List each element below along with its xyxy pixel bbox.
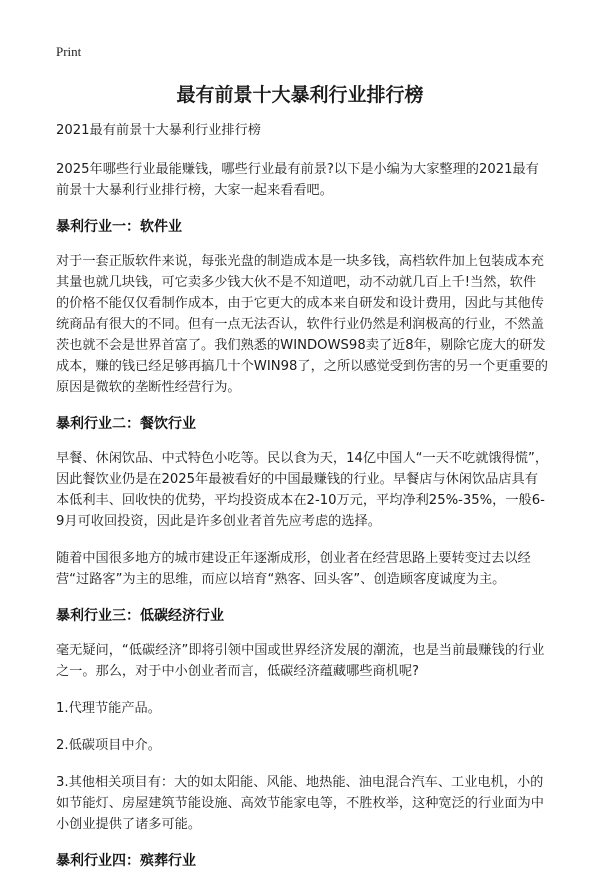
section-heading-software: 暴利行业一：软件业 — [56, 219, 182, 235]
list-item: 3.其他相关项目有：大的如太阳能、风能、地热能、油电混合汽车、工业电机，小的如节能灯、房屋建筑节能设施、高效节能家电等，不胜枚举，这种宽泛的行业面为中小创业提供了诸多可能。 — [56, 775, 544, 832]
print-link[interactable]: Print — [56, 44, 82, 59]
section-heading-catering: 暴利行业二：餐饮行业 — [56, 416, 196, 432]
article-subtitle: 2021最有前景十大暴利行业排行榜 — [56, 123, 261, 138]
section-paragraph-catering-2: 随着中国很多地方的城市建设正年逐渐成形，创业者在经营思路上要转变过去以经营“过路客”为主的思维，而应以培育“熟客、回头客”、创造顾客度诚度为主。 — [56, 551, 531, 587]
section-paragraph-software: 对于一套正版软件来说，每张光盘的制造成本是一块多钱，高档软件加上包装成本充其量也就几块钱，可它卖多少钱大伙不是不知道吧，动不动就几百上千!当然，软件的价格不能仅仅看制作成本，由于它更大的成本来自研发和设计费用，因此与其他传统商品有很大的不同。但有一点无法否认，软件行业仍然是利润极高的行业，不然盖茨也就不会是世界首富了。我们熟悉的WINDOWS98卖了近8年，剔除它庞大的研发成本，赚的钱已经足够再搞几十个WIN98了，之所以感觉受到伤害的另一个更重要的原因是微软的垄断性经营行为。 — [56, 254, 548, 395]
section-paragraph-catering-1: 早餐、休闲饮品、中式特色小吃等。民以食为天，14亿中国人“一天不吃就饿得慌”，因此餐饮业仍是在2025年最被看好的中国最赚钱的行业。早餐店与休闲饮品店具有本低利丰、回收快的优势，平均投资成本在2-10万元，平均净利25%-35%，一般6-9月可收回投资，因此是许多创业者首先应考虑的选择。 — [56, 451, 549, 529]
list-item: 2.低碳项目中介。 — [56, 738, 161, 753]
intro-paragraph: 2025年哪些行业最能赚钱，哪些行业最有前景?以下是小编为大家整理的2021最有前景十大暴利行业排行榜，大家一起来看看吧。 — [56, 162, 539, 198]
article-body — [56, 120, 548, 885]
list-item: 1.代理节能产品。 — [56, 701, 161, 716]
section-paragraph-low-carbon: 毫无疑问，“低碳经济”即将引领中国或世界经济发展的潮流，也是当前最赚钱的行业之一。那么，对于中小创业者而言，低碳经济蕴藏哪些商机呢? — [56, 643, 545, 679]
section-heading-funeral: 暴利行业四：殡葬行业 — [56, 853, 196, 869]
page-title: 最有前景十大暴利行业排行榜 — [176, 84, 424, 106]
section-heading-low-carbon: 暴利行业三：低碳经济行业 — [56, 608, 224, 624]
